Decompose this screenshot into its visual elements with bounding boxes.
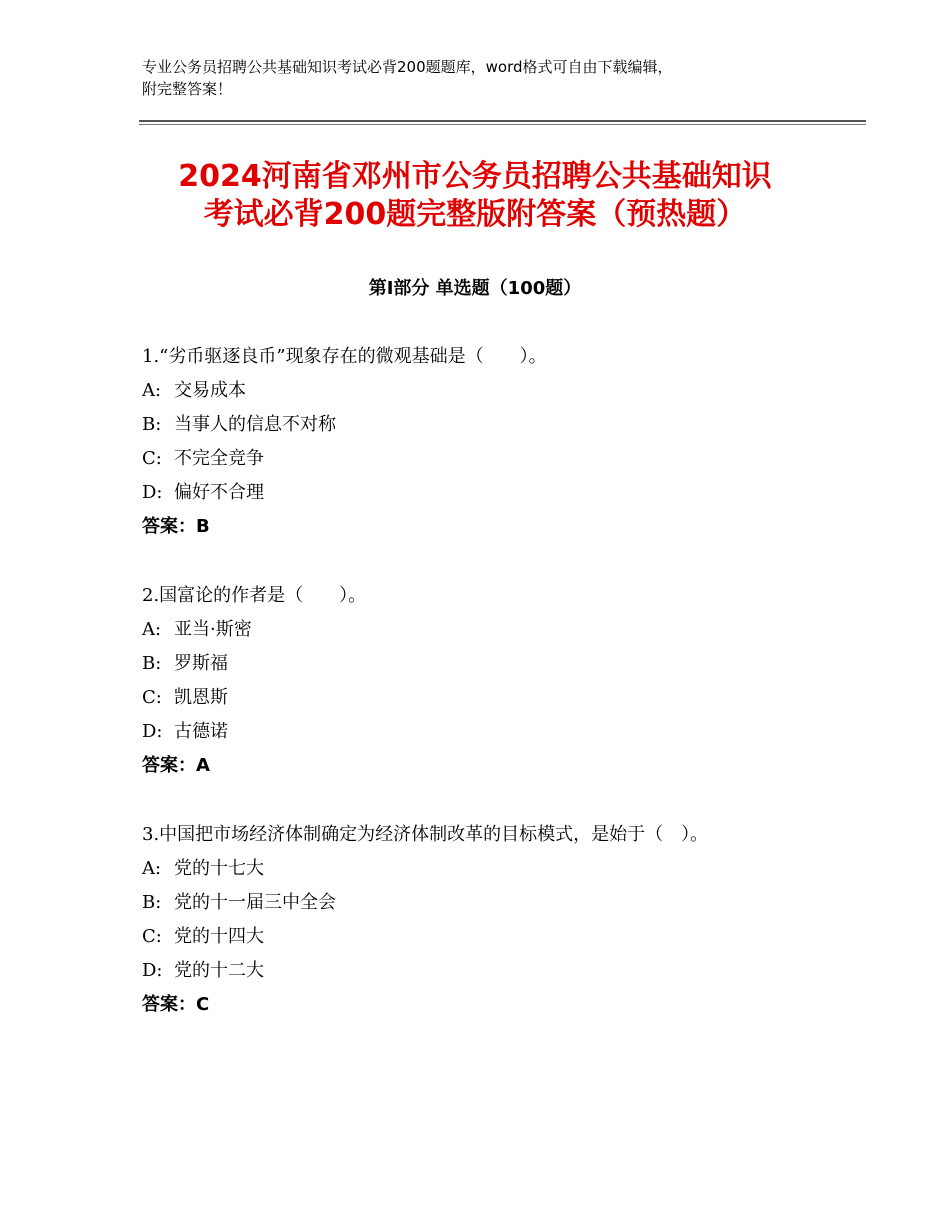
- question-stem: 3.中国把市场经济体制确定为经济体制改革的目标模式，是始于（ ）。: [142, 824, 709, 845]
- option-letter: A:: [142, 380, 162, 401]
- option-text: 党的十二大: [174, 960, 264, 981]
- document-title: [100, 158, 850, 234]
- option-d: [142, 715, 792, 749]
- option-text: 罗斯福: [174, 653, 228, 674]
- header-rule-thin: [139, 124, 866, 125]
- document-title-line-2: 考试必背200题完整版附答案（预热题）: [203, 197, 747, 232]
- option-c: [142, 442, 792, 476]
- question-stem: 1.“劣币驱逐良币”现象存在的微观基础是（ ）。: [142, 346, 547, 367]
- option-text: 古德诺: [174, 721, 228, 742]
- option-letter: D:: [142, 721, 163, 742]
- option-text: 凯恩斯: [174, 687, 228, 708]
- question-3: [142, 818, 792, 1022]
- header-rule-thick: [139, 120, 866, 122]
- option-text: 不完全竞争: [174, 448, 264, 469]
- option-letter: B:: [142, 892, 162, 913]
- option-letter: B:: [142, 414, 162, 435]
- header-note-line-1: 专业公务员招聘公共基础知识考试必背200题题库，word格式可自由下载编辑，: [142, 58, 673, 76]
- section-heading: 第Ⅰ部分 单选题（100题）: [368, 278, 582, 299]
- option-text: 偏好不合理: [174, 482, 264, 503]
- question-2: [142, 579, 792, 783]
- question-stem: 2.国富论的作者是（ ）。: [142, 585, 367, 606]
- header-note-line-2: 附完整答案！: [142, 80, 233, 98]
- answer-label: 答案：C: [142, 994, 210, 1015]
- answer-label: 答案：B: [142, 516, 210, 537]
- document-title-line-1: 2024河南省邓州市公务员招聘公共基础知识: [178, 159, 772, 194]
- option-letter: A:: [142, 619, 162, 640]
- answer-label: 答案：A: [142, 755, 210, 776]
- option-text: 当事人的信息不对称: [174, 414, 336, 435]
- header-note: [142, 56, 832, 100]
- option-c: [142, 681, 792, 715]
- option-text: 党的十一届三中全会: [174, 892, 336, 913]
- option-text: 交易成本: [174, 380, 246, 401]
- option-a: [142, 852, 792, 886]
- option-a: [142, 374, 792, 408]
- option-letter: A:: [142, 858, 162, 879]
- option-letter: C:: [142, 926, 162, 947]
- option-b: [142, 408, 792, 442]
- option-d: [142, 954, 792, 988]
- option-b: [142, 647, 792, 681]
- option-d: [142, 476, 792, 510]
- option-a: [142, 613, 792, 647]
- question-1: [142, 340, 792, 544]
- option-b: [142, 886, 792, 920]
- option-text: 党的十四大: [174, 926, 264, 947]
- option-letter: C:: [142, 687, 162, 708]
- option-c: [142, 920, 792, 954]
- option-letter: D:: [142, 960, 163, 981]
- option-text: 亚当·斯密: [174, 619, 252, 640]
- option-letter: B:: [142, 653, 162, 674]
- option-letter: C:: [142, 448, 162, 469]
- option-letter: D:: [142, 482, 163, 503]
- option-text: 党的十七大: [174, 858, 264, 879]
